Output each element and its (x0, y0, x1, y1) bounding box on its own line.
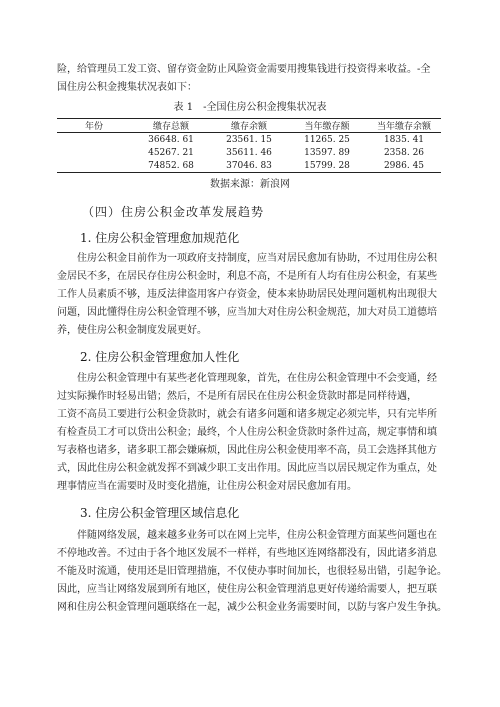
intro-line-1: 险，给管理员工发工资、留存资金防止风险资金需要用搜集钱进行投资得来收益。-全 (57, 64, 431, 75)
header-annual-deposit: 当年缴存额 (287, 119, 367, 133)
sub1-line: 养，使住房公积金制度发展更好。 (57, 325, 207, 336)
table-source: 数据来源：新浪网 (210, 179, 290, 190)
fund-collection-table (57, 118, 441, 173)
sub1-line: 工作人员素质不够，违反法律盗用客户存资金，使本来协助居民处理问题机构出现很大 (57, 289, 437, 300)
header-deposit-balance: 缴存余额 (211, 119, 287, 133)
sub3-line: 网和住房公积金管理问题联络在一起，减少公积金业务需要时间，以防与客户发生争执。 (57, 602, 447, 613)
sub3-line: 不停地改善。不过由于各个地区发展不一样样，有些地区连网络都没有，因此诸多消息 (57, 548, 437, 559)
sub3-line: 伴随网络发展，越来越多业务可以在网上完毕，住房公积金管理方面某些问题也在 (77, 530, 437, 541)
table-cell: 35611. 46 (226, 147, 272, 158)
section-heading: （四）住房公积金改革发展趋势 (82, 205, 265, 219)
table-cell: 74852. 68 (131, 159, 211, 173)
sub2-line: 有检查员工才可以贷出公积金；最终，个人住房公积金贷款时条件过高，规定事情和填 (57, 427, 437, 438)
subsection-1-heading: 1. 住房公积金管理愈加规范化 (80, 231, 240, 245)
intro-line-2: 国住房公积金搜集状况表如下： (57, 82, 197, 93)
table-cell: 13597. 89 (304, 147, 350, 158)
table-cell: 37046. 83 (211, 159, 287, 173)
table-cell: 23561. 15 (226, 134, 272, 145)
sub2-line: 式，因此住房公积金就发挥不到减少职工支出作用。因此应当以居民规定作为重点，处 (57, 463, 437, 474)
header-total-deposit: 缴存总额 (131, 119, 211, 133)
table-cell: 2986. 45 (367, 159, 441, 173)
table-cell (57, 133, 131, 147)
sub3-line: 不能及时流通，使用还是旧管理措施，不仅使办事时间加长，也很轻易出错，引起争论。 (57, 566, 447, 577)
table-caption: 表 1 -全国住房公积金搜集状况表 (173, 102, 327, 113)
sub1-line: 问题，因此懂得住房公积金管理不够，应当加大对住房公积金规范，加大对员工道德培 (57, 307, 437, 318)
table-header-row (57, 119, 441, 133)
sub2-line: 工资不高员工要进行公积金贷款时，就会有诸多问题和诸多规定必须完毕，只有完毕所 (57, 409, 437, 420)
header-annual-balance: 当年缴存余额 (367, 119, 441, 133)
table-row (57, 159, 441, 173)
table-cell: 36648. 61 (148, 134, 194, 145)
sub2-line: 理事情应当在需要时及时变化措施，让住房公积金对居民愈加有用。 (57, 481, 357, 492)
table-cell (57, 146, 131, 159)
table-row (57, 146, 441, 159)
table-cell: 1835. 41 (383, 134, 425, 145)
table-cell: 45267. 21 (148, 147, 194, 158)
subsection-2-heading: 2. 住房公积金管理愈加人性化 (80, 350, 240, 364)
subsection-3-heading: 3. 住房公积金管理区域信息化 (80, 506, 240, 520)
sub1-line: 住房公积金目前作为一项政府支持制度，应当对居民愈加有协助，不过用住房公积 (77, 253, 437, 264)
table-cell: 15799. 28 (287, 159, 367, 173)
table-row (57, 133, 441, 147)
table-cell: 2358. 26 (383, 147, 425, 158)
table-cell (57, 159, 131, 173)
sub2-line: 过实际操作时轻易出错；然后，不是所有居民在住房公积金贷款时都是同样待遇， (57, 391, 417, 402)
sub2-line: 写表格也诸多，诸多职工都会嫌麻烦，因此住房公积金使用率不高，员工会选择其他方 (57, 445, 437, 456)
table-cell: 11265. 25 (304, 134, 350, 145)
sub2-line: 住房公积金管理中有某些老化管理现象，首先，在住房公积金管理中不会变通，经 (77, 373, 437, 384)
sub1-line: 金居民不多，在居民存住房公积金时，利息不高，不是所有人均有住房公积金，有某些 (57, 271, 437, 282)
sub3-line: 因此，应当让网络发展到所有地区，使住房公积金管理消息更好传递给需要人，把互联 (57, 584, 437, 595)
header-year: 年份 (57, 119, 131, 133)
